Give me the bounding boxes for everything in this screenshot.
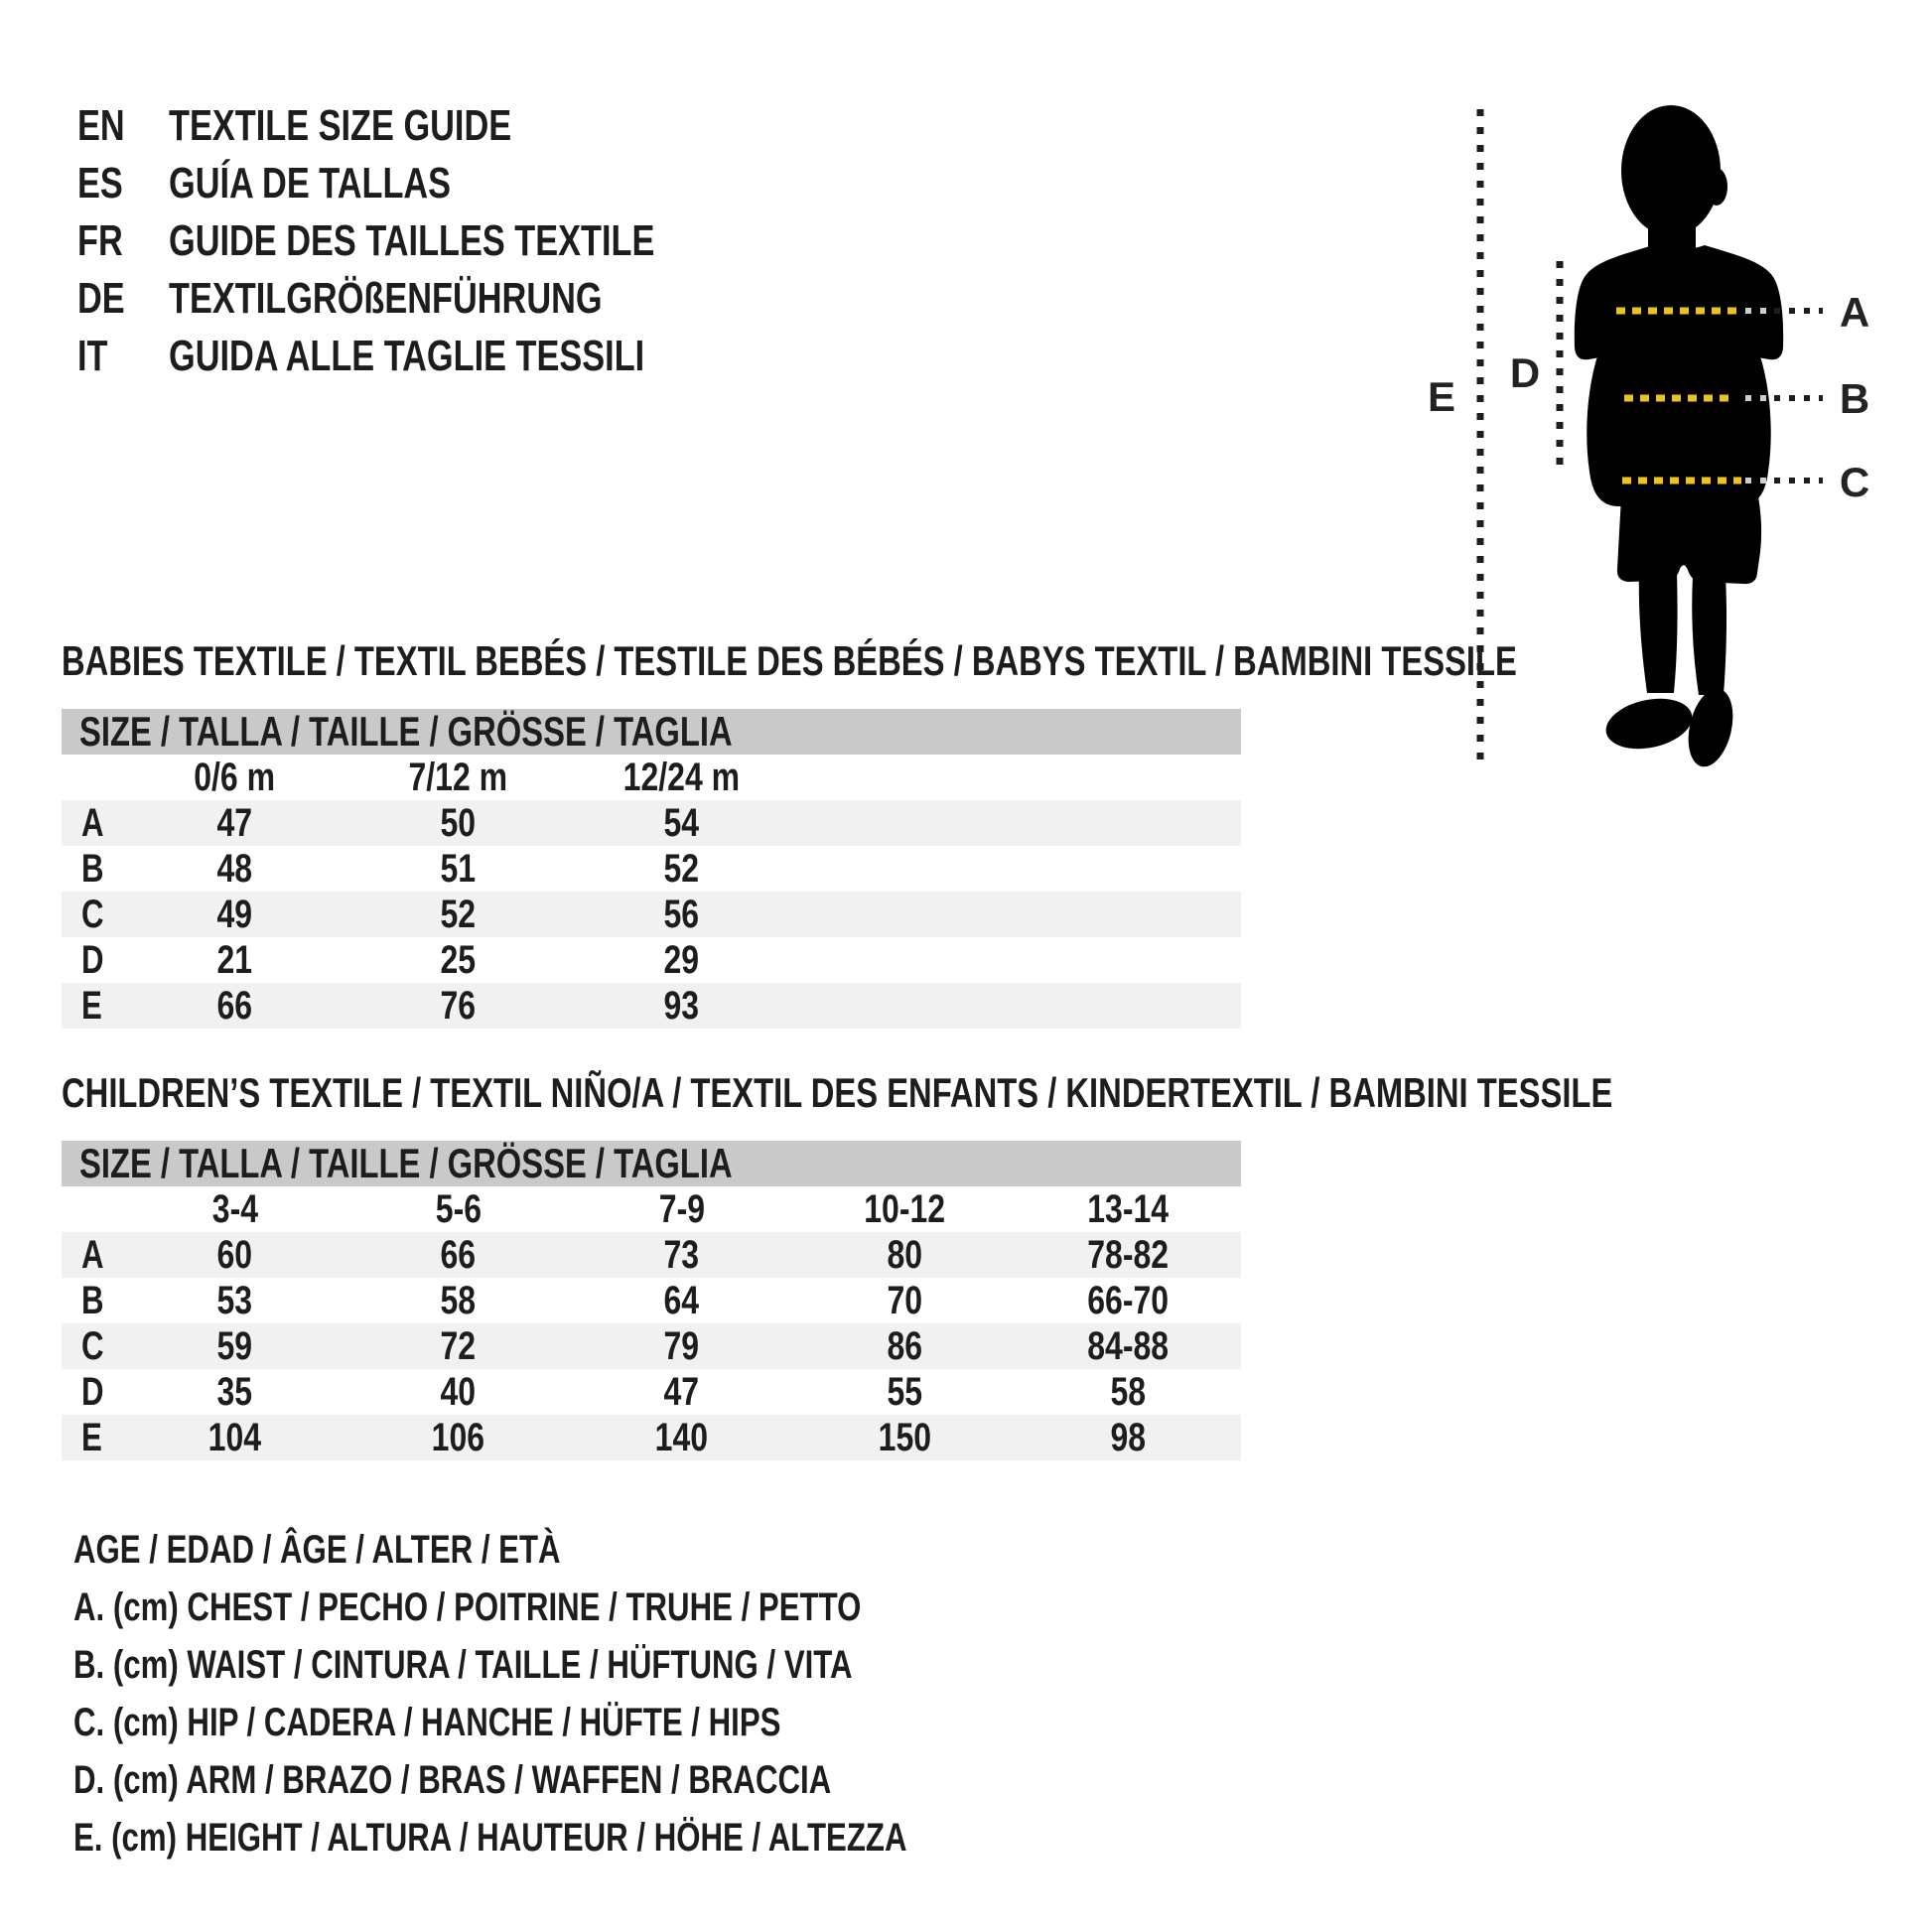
table-value: 58 [440, 1279, 477, 1322]
table-value: 60 [216, 1233, 253, 1277]
silhouette-shorts [1617, 496, 1761, 584]
table-value: 70 [887, 1279, 923, 1322]
row-label: B [81, 847, 104, 891]
babies-table-row-D [62, 937, 1241, 983]
language-code-cell [77, 101, 169, 151]
table-value: 47 [216, 801, 253, 845]
children-column-header: 10-12 [864, 1187, 946, 1231]
children-column-header-row [62, 1186, 1241, 1232]
silhouette-left-shoe [1601, 691, 1697, 756]
table-value: 106 [431, 1416, 485, 1459]
row-label: A [81, 801, 104, 845]
babies-column-header: 7/12 m [408, 756, 508, 799]
row-label: A [81, 1233, 104, 1277]
babies-table-row-B [62, 846, 1241, 892]
babies-section-title [62, 638, 1927, 684]
children-size-header-text: SIZE / TALLA / TAILLE / GRÖSSE / TAGLIA [79, 1140, 733, 1186]
table-value: 50 [440, 801, 477, 845]
language-code-cell [77, 159, 169, 208]
language-title: GUIDE DES TAILLES TEXTILE [169, 216, 655, 265]
table-value: 66 [440, 1233, 477, 1277]
language-code: EN [77, 101, 125, 150]
children-column-header: 7-9 [658, 1187, 705, 1231]
children-column-header: 5-6 [435, 1187, 482, 1231]
language-line-it [77, 328, 791, 385]
label-chest-A: A [1839, 289, 1870, 336]
silhouette-ear [1706, 168, 1727, 206]
table-value: 80 [887, 1233, 923, 1277]
language-title: TEXTILE SIZE GUIDE [169, 101, 512, 150]
children-column-header: 3-4 [211, 1187, 258, 1231]
children-section-title [62, 1070, 1932, 1116]
table-value: 48 [216, 847, 253, 891]
table-value: 55 [887, 1370, 923, 1414]
table-value: 73 [663, 1233, 700, 1277]
table-value: 56 [663, 893, 700, 936]
silhouette-shirt [1575, 245, 1783, 506]
babies-section-title-text: BABIES TEXTILE / TEXTIL BEBÉS / TESTILE DES BÉBÉS / BABYS TEXTIL / BAMBINI TESSILE [62, 637, 1517, 684]
row-label: B [81, 1279, 104, 1322]
row-label: D [81, 1370, 104, 1414]
table-value: 66 [216, 984, 253, 1028]
language-line-en [77, 97, 791, 155]
table-value: 53 [216, 1279, 253, 1322]
language-title: TEXTILGRÖßENFÜHRUNG [169, 274, 603, 323]
legend-height-line: E. (cm) HEIGHT / ALTURA / HAUTEUR / HÖHE / ALTEZZA [73, 1815, 907, 1860]
table-value: 79 [663, 1324, 700, 1368]
legend-arm-line: D. (cm) ARM / BRAZO / BRAS / WAFFEN / BRACCIA [73, 1757, 832, 1802]
language-line-fr [77, 212, 791, 270]
language-code: ES [77, 159, 123, 207]
legend-waist-line: B. (cm) WAIST / CINTURA / TAILLE / HÜFTUNG / VITA [73, 1642, 853, 1687]
silhouette-right-shoe [1682, 684, 1740, 770]
table-value: 64 [663, 1279, 700, 1322]
row-label: C [81, 893, 104, 936]
row-label: D [81, 938, 104, 982]
legend-age-line: AGE / EDAD / ÂGE / ALTER / ETÀ [73, 1527, 561, 1572]
babies-column-header: 0/6 m [194, 756, 276, 799]
children-column-header: 13-14 [1087, 1187, 1170, 1231]
babies-size-table [62, 709, 1241, 1029]
language-code-cell [77, 332, 169, 381]
silhouette-head [1621, 105, 1721, 236]
table-value: 76 [440, 984, 477, 1028]
corner-cell [62, 1186, 123, 1232]
table-value: 54 [663, 801, 700, 845]
table-value: 25 [440, 938, 477, 982]
row-label: C [81, 1324, 104, 1368]
language-title: GUÍA DE TALLAS [169, 159, 452, 207]
row-label: E [81, 984, 102, 1028]
language-title: GUIDA ALLE TAGLIE TESSILI [169, 332, 645, 380]
table-value: 52 [440, 893, 477, 936]
babies-size-header-text: SIZE / TALLA / TAILLE / GRÖSSE / TAGLIA [79, 708, 733, 755]
babies-table-row-A [62, 800, 1241, 846]
child-measurement-diagram [1410, 60, 1932, 794]
language-line-de [77, 270, 791, 328]
language-code-cell [77, 274, 169, 324]
table-value: 58 [1110, 1370, 1147, 1414]
children-table-row-C [62, 1323, 1241, 1369]
table-value: 66-70 [1087, 1279, 1170, 1322]
table-value: 104 [207, 1416, 262, 1459]
children-table-row-B [62, 1278, 1241, 1323]
corner-cell [62, 755, 123, 800]
table-value: 40 [440, 1370, 477, 1414]
table-value: 98 [1110, 1416, 1147, 1459]
table-value: 51 [440, 847, 477, 891]
table-value: 84-88 [1087, 1324, 1170, 1368]
table-value: 52 [663, 847, 700, 891]
table-value: 47 [663, 1370, 700, 1414]
legend-chest-line: A. (cm) CHEST / PECHO / POITRINE / TRUHE / PETTO [73, 1585, 862, 1629]
children-size-header-bar [62, 1141, 1241, 1186]
children-table-row-E [62, 1415, 1241, 1460]
label-hip-C: C [1839, 459, 1870, 505]
table-value: 150 [878, 1416, 932, 1459]
label-waist-B: B [1839, 375, 1870, 422]
language-code: FR [77, 216, 123, 265]
table-value: 49 [216, 893, 253, 936]
babies-column-header: 12/24 m [622, 756, 741, 799]
babies-size-header-bar [62, 709, 1241, 755]
children-table-row-A [62, 1232, 1241, 1278]
language-line-es [77, 155, 791, 212]
language-code: DE [77, 274, 125, 323]
babies-column-header-row [62, 755, 1241, 800]
table-value: 59 [216, 1324, 253, 1368]
children-size-table [62, 1141, 1241, 1460]
table-value: 29 [663, 938, 700, 982]
table-value: 72 [440, 1324, 477, 1368]
table-value: 21 [216, 938, 253, 982]
row-label: E [81, 1416, 102, 1459]
children-section-title-text: CHILDREN’S TEXTILE / TEXTIL NIÑO/A / TEXTIL DES ENFANTS / KINDERTEXTIL / BAMBINI TESSILE [62, 1069, 1613, 1116]
label-arm-D: D [1509, 349, 1541, 396]
children-table-row-D [62, 1369, 1241, 1415]
measurement-legend [73, 1521, 1142, 1866]
table-value: 35 [216, 1370, 253, 1414]
language-code-cell [77, 216, 169, 266]
table-value: 78-82 [1087, 1233, 1170, 1277]
babies-table-row-E [62, 983, 1241, 1029]
language-code: IT [77, 332, 108, 380]
label-height-E: E [1427, 373, 1456, 420]
table-value: 86 [887, 1324, 923, 1368]
language-title-block [77, 97, 791, 385]
legend-hip-line: C. (cm) HIP / CADERA / HANCHE / HÜFTE / HIPS [73, 1700, 781, 1744]
babies-table-row-C [62, 892, 1241, 937]
table-value: 140 [654, 1416, 709, 1459]
table-value: 93 [663, 984, 700, 1028]
